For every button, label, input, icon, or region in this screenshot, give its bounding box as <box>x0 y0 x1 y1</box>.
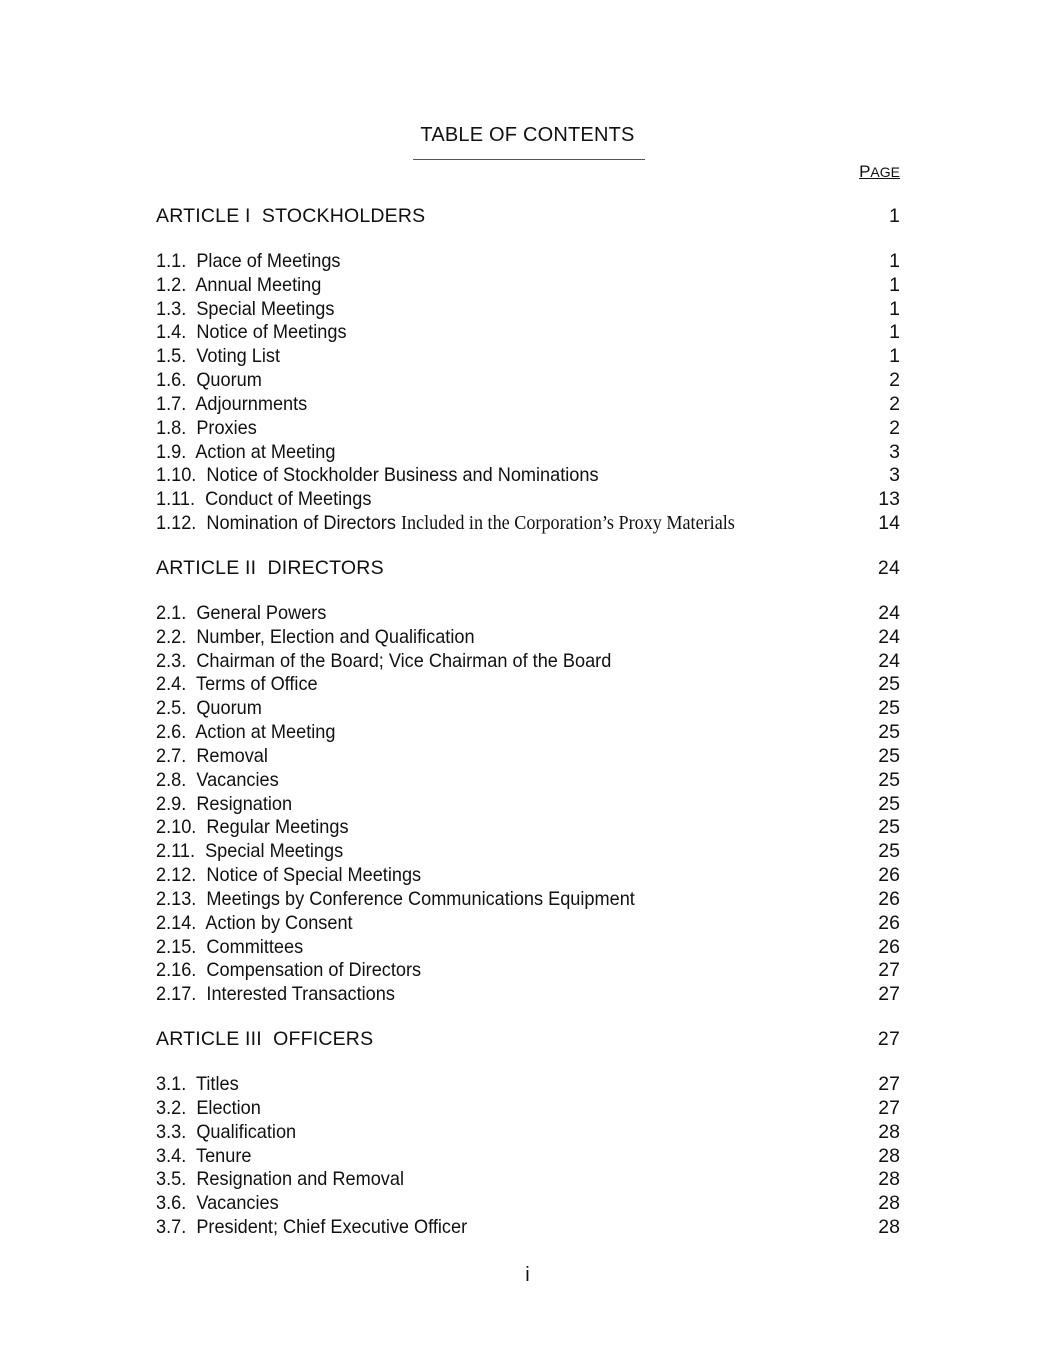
toc-page-number: 25 <box>878 673 900 696</box>
section-spacer <box>156 1007 900 1028</box>
toc-page-number: 28 <box>878 1216 900 1239</box>
toc-section-label <box>156 840 343 864</box>
toc-section-row[interactable] <box>156 298 900 322</box>
toc-section-row[interactable] <box>156 769 900 793</box>
toc-section-label <box>156 1073 239 1097</box>
toc-section-text: 2.15. Committees <box>156 935 304 958</box>
toc-section-text: 3.5. Resignation and Removal <box>156 1168 405 1191</box>
toc-page-number: 3 <box>889 464 900 487</box>
toc-page-number: 1 <box>889 273 900 296</box>
toc-page-number: 27 <box>878 983 900 1006</box>
toc-section-row[interactable] <box>156 1168 900 1192</box>
toc-page-number: 3 <box>889 440 900 463</box>
toc-article-heading: ARTICLE I STOCKHOLDERS <box>156 205 426 227</box>
toc-section-text: 2.4. Terms of Office <box>156 673 318 696</box>
toc-page-number: 28 <box>878 1120 900 1143</box>
toc-section-row[interactable] <box>156 1192 900 1216</box>
toc-page-number: 25 <box>878 721 900 744</box>
toc-section-text: 1.9. Action at Meeting <box>156 440 336 463</box>
toc-section-text: 2.3. Chairman of the Board; Vice Chairman of the Board <box>156 649 612 672</box>
toc-section-text: 3.6. Vacancies <box>156 1192 279 1215</box>
section-spacer <box>156 581 900 602</box>
toc-section-row[interactable] <box>156 626 900 650</box>
toc-section-label <box>156 345 280 369</box>
toc-page-number: 1 <box>889 321 900 344</box>
section-spacer <box>156 229 900 250</box>
toc-section-row[interactable] <box>156 650 900 674</box>
toc-section-text: 1.12. Nomination of Directors <box>156 512 401 535</box>
toc-section-row[interactable] <box>156 864 900 888</box>
toc-section-text: 2.9. Resignation <box>156 792 293 815</box>
toc-section-text: 2.16. Compensation of Directors <box>156 959 422 982</box>
toc-page-number: 25 <box>878 768 900 791</box>
toc-section-label <box>156 816 349 840</box>
toc-page-number: 26 <box>878 935 900 958</box>
toc-page-number: 26 <box>878 887 900 910</box>
toc-section-row[interactable] <box>156 697 900 721</box>
toc-section-text: 1.2. Annual Meeting <box>156 273 322 296</box>
toc-page-number: 26 <box>878 911 900 934</box>
toc-section-row[interactable] <box>156 745 900 769</box>
toc-section-label <box>156 697 262 721</box>
toc-page-number: 27 <box>878 1073 900 1095</box>
toc-page-number: 2 <box>889 392 900 415</box>
toc-section-row[interactable] <box>156 602 900 626</box>
toc-section-label <box>156 983 395 1007</box>
toc-section-row[interactable] <box>156 250 900 274</box>
toc-page-number: 28 <box>878 1192 900 1215</box>
toc-section-text: 3.1. Titles <box>156 1073 239 1095</box>
toc-section-label <box>156 321 347 345</box>
toc-section-text-serif: Included in the Corporation’s Proxy Materials <box>400 513 735 535</box>
toc-section-row[interactable] <box>156 936 900 960</box>
toc-page-number: 25 <box>878 697 900 720</box>
toc-page-number: 25 <box>878 840 900 863</box>
toc-section-row[interactable] <box>156 369 900 393</box>
toc-page-number: 2 <box>889 369 900 392</box>
title-underline <box>413 159 645 160</box>
toc-section-label <box>156 721 335 745</box>
toc-section-row[interactable] <box>156 912 900 936</box>
toc-section-text: 1.3. Special Meetings <box>156 297 335 320</box>
toc-section-row[interactable] <box>156 840 900 864</box>
toc-section-label <box>156 1192 279 1216</box>
toc-page-number: 1 <box>889 297 900 320</box>
toc-section-row[interactable] <box>156 983 900 1007</box>
toc-page-number: 24 <box>878 625 900 648</box>
toc-section-label <box>156 1168 404 1192</box>
toc-section-row[interactable] <box>156 512 900 536</box>
toc-page-number: 28 <box>878 1168 900 1191</box>
toc-page-number: 1 <box>889 249 900 272</box>
toc-section-text: 2.1. General Powers <box>156 601 327 624</box>
section-spacer <box>156 536 900 557</box>
toc-section-label <box>156 912 353 936</box>
toc-section-label <box>156 793 292 817</box>
toc-section-row[interactable] <box>156 488 900 512</box>
toc-section-row[interactable] <box>156 793 900 817</box>
toc-section-row[interactable] <box>156 888 900 912</box>
toc-section-label <box>156 650 611 674</box>
toc-section-label <box>156 1121 296 1145</box>
toc-section-text: 1.11. Conduct of Meetings <box>156 488 372 511</box>
toc-section-label <box>156 441 335 465</box>
page-title: TABLE OF CONTENTS <box>420 124 635 146</box>
toc-section-label <box>156 417 257 441</box>
page-column-label-rest: AGE <box>870 164 900 180</box>
toc-section-row[interactable] <box>156 721 900 745</box>
toc-section-label <box>156 888 635 912</box>
section-spacer <box>156 1052 900 1073</box>
table-of-contents <box>156 205 900 1240</box>
toc-page-number: 24 <box>878 649 900 672</box>
toc-section-text: 2.2. Number, Election and Qualification <box>156 625 475 648</box>
toc-section-text: 1.6. Quorum <box>156 369 262 392</box>
toc-section-label <box>156 936 303 960</box>
toc-page-number: 1 <box>889 345 900 368</box>
footer-page-number: i <box>525 1264 530 1286</box>
toc-section-text: 2.11. Special Meetings <box>156 840 344 863</box>
toc-section-label <box>156 393 307 417</box>
toc-section-text: 2.12. Notice of Special Meetings <box>156 864 422 887</box>
toc-section-label <box>156 673 318 697</box>
toc-section-row[interactable] <box>156 1216 900 1240</box>
toc-page-number: 25 <box>878 744 900 767</box>
toc-section-row[interactable] <box>156 417 900 441</box>
toc-section-text: 2.10. Regular Meetings <box>156 816 349 839</box>
toc-section-text: 3.4. Tenure <box>156 1144 252 1167</box>
page-column-label-initial: P <box>859 162 871 181</box>
toc-section-label <box>156 250 340 274</box>
toc-section-label <box>156 298 334 322</box>
toc-section-label <box>156 959 421 983</box>
toc-section-label <box>156 512 735 536</box>
toc-section-text: 2.7. Removal <box>156 744 268 767</box>
toc-section-row[interactable] <box>156 393 900 417</box>
toc-article-row[interactable] <box>156 557 900 581</box>
page-column-label <box>859 162 900 182</box>
toc-page-number: 25 <box>878 816 900 839</box>
toc-article-row[interactable] <box>156 1028 900 1052</box>
toc-section-label <box>156 864 421 888</box>
toc-section-text: 3.3. Qualification <box>156 1120 297 1143</box>
toc-section-row[interactable] <box>156 673 900 697</box>
toc-page-number: 25 <box>878 792 900 815</box>
toc-page-number: 27 <box>877 1028 900 1051</box>
toc-section-label <box>156 745 268 769</box>
toc-section-label <box>156 602 326 626</box>
toc-article-row[interactable] <box>156 205 900 229</box>
toc-article-heading: ARTICLE III OFFICERS <box>156 1028 374 1051</box>
toc-section-label <box>156 1216 467 1240</box>
toc-section-label <box>156 1097 261 1121</box>
toc-section-row[interactable] <box>156 816 900 840</box>
toc-section-label <box>156 488 371 512</box>
toc-page-number: 2 <box>889 416 900 439</box>
toc-page-number: 27 <box>878 959 900 982</box>
toc-page-number: 26 <box>878 864 900 887</box>
toc-section-label <box>156 1145 251 1169</box>
toc-section-text: 3.2. Election <box>156 1096 261 1119</box>
toc-page-number: 27 <box>878 1096 900 1119</box>
toc-section-label <box>156 464 599 488</box>
toc-section-label <box>156 369 262 393</box>
toc-section-row[interactable] <box>156 464 900 488</box>
toc-section-text: 1.1. Place of Meetings <box>156 249 341 272</box>
toc-section-text: 2.8. Vacancies <box>156 768 279 791</box>
toc-page-number: 28 <box>878 1144 900 1167</box>
toc-section-text: 2.6. Action at Meeting <box>156 721 336 744</box>
toc-section-row[interactable] <box>156 345 900 369</box>
toc-section-row[interactable] <box>156 1097 900 1121</box>
toc-section-row[interactable] <box>156 274 900 298</box>
toc-section-text: 1.10. Notice of Stockholder Business and Nominations <box>156 464 599 487</box>
toc-section-text: 1.8. Proxies <box>156 416 257 439</box>
toc-page-number: 24 <box>877 556 900 579</box>
toc-section-text: 2.14. Action by Consent <box>156 911 353 934</box>
toc-section-row[interactable] <box>156 959 900 983</box>
toc-section-text: 2.13. Meetings by Conference Communications Equipment <box>156 887 635 910</box>
toc-page-number: 1 <box>888 205 900 227</box>
toc-section-label <box>156 274 321 298</box>
toc-section-label <box>156 769 279 793</box>
toc-section-text: 1.7. Adjournments <box>156 392 308 415</box>
toc-section-text: 2.17. Interested Transactions <box>156 983 395 1006</box>
toc-section-row[interactable] <box>156 1145 900 1169</box>
toc-page-number: 24 <box>878 601 900 624</box>
toc-article-heading: ARTICLE II DIRECTORS <box>156 556 384 579</box>
toc-section-text: 3.7. President; Chief Executive Officer <box>156 1216 468 1239</box>
toc-page-number: 13 <box>878 488 900 511</box>
toc-section-label <box>156 626 475 650</box>
toc-section-text: 1.4. Notice of Meetings <box>156 321 347 344</box>
toc-section-row[interactable] <box>156 1073 900 1097</box>
toc-section-text: 1.5. Voting List <box>156 345 281 368</box>
toc-section-row[interactable] <box>156 321 900 345</box>
toc-section-row[interactable] <box>156 1121 900 1145</box>
toc-section-row[interactable] <box>156 441 900 465</box>
toc-page-number: 14 <box>878 512 900 535</box>
toc-section-text: 2.5. Quorum <box>156 697 262 720</box>
